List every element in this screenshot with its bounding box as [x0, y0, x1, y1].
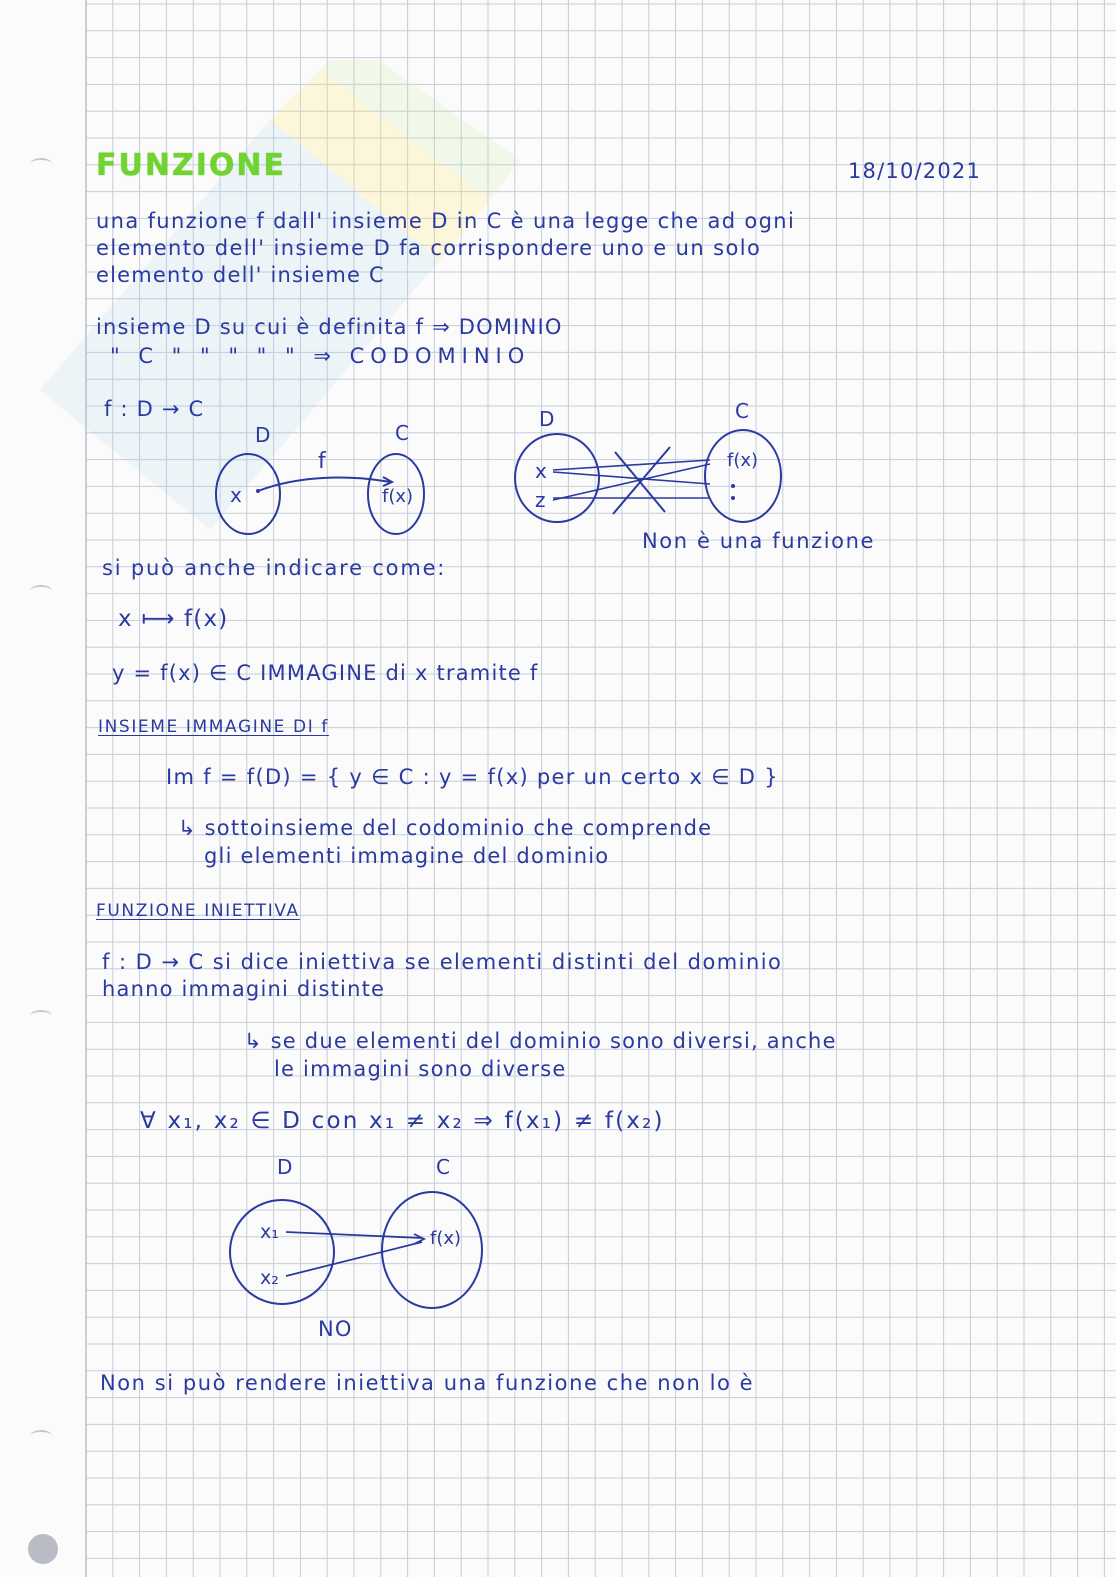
arrow-f-label: f	[318, 449, 326, 474]
function-diagram	[200, 420, 450, 540]
image-set-note-1: ↳ sottoinsieme del codominio che comprende	[178, 816, 713, 840]
binder-hole	[30, 158, 52, 170]
injective-note-1: ↳ se due elementi del dominio sono diversi, anche	[244, 1029, 837, 1053]
definition-line-3: elemento dell' insieme C	[96, 263, 385, 287]
set-c-label: C	[395, 421, 409, 445]
set-c-label: C	[436, 1155, 450, 1179]
injective-definition-2: hanno immagini distinte	[102, 977, 386, 1001]
non-injective-caption: NO	[318, 1317, 353, 1341]
injective-formula: ∀ x₁, x₂ ∈ D con x₁ ≠ x₂ ⇒ f(x₁) ≠ f(x₂)	[140, 1108, 665, 1134]
set-d-label: D	[277, 1155, 293, 1179]
element-x: x	[230, 483, 242, 507]
injective-heading: FUNZIONE INIETTIVA	[96, 901, 300, 921]
injective-definition-1: f : D → C si dice iniettiva se elementi distinti del dominio	[102, 950, 783, 974]
definition-line-2: elemento dell' insieme D fa corrispondere uno e un solo	[96, 236, 762, 260]
image-set-formula: Im f = f(D) = { y ∈ C : y = f(x) per un certo x ∈ D }	[166, 765, 779, 789]
image-definition: y = f(x) ∈ C IMMAGINE di x tramite f	[112, 661, 539, 685]
scan-sticker	[28, 1534, 58, 1564]
element-fx: f(x)	[430, 1228, 462, 1249]
closing-line: Non si può rendere iniettiva una funzione che non lo è	[100, 1371, 755, 1395]
page-title: FUNZIONE	[96, 148, 286, 183]
date: 18/10/2021	[848, 159, 982, 183]
definition-line-1: una funzione f dall' insieme D in C è una legge che ad ogni	[96, 209, 796, 233]
mapsto-notation: x ⟼ f(x)	[118, 606, 229, 632]
non-function-diagram	[505, 402, 795, 527]
mapping-notation: f : D → C	[104, 397, 205, 421]
image-set-heading: INSIEME IMMAGINE DI f	[98, 717, 329, 737]
set-d-label: D	[255, 423, 271, 447]
element-z: z	[535, 488, 546, 512]
non-function-caption: Non è una funzione	[642, 529, 876, 553]
binder-hole	[30, 1430, 52, 1442]
notation-intro: si può anche indicare come:	[102, 556, 447, 580]
set-d-label: D	[539, 407, 555, 431]
binder-hole	[30, 1010, 52, 1022]
element-x2: x₂	[260, 1267, 279, 1289]
codomain-line: " C " " " " " ⇒ CODOMINIO	[110, 344, 531, 368]
element-x1: x₁	[260, 1221, 279, 1243]
injective-note-2: le immagini sono diverse	[274, 1057, 567, 1081]
element-x: x	[535, 459, 547, 483]
element-fx: f(x)	[382, 486, 414, 507]
image-set-note-2: gli elementi immagine del dominio	[204, 844, 610, 868]
element-fx: f(x)	[727, 450, 759, 471]
set-c-label: C	[735, 402, 749, 423]
non-injective-diagram	[222, 1150, 502, 1350]
domain-line: insieme D su cui è definita f ⇒ DOMINIO	[96, 315, 563, 339]
binder-hole	[30, 585, 52, 597]
